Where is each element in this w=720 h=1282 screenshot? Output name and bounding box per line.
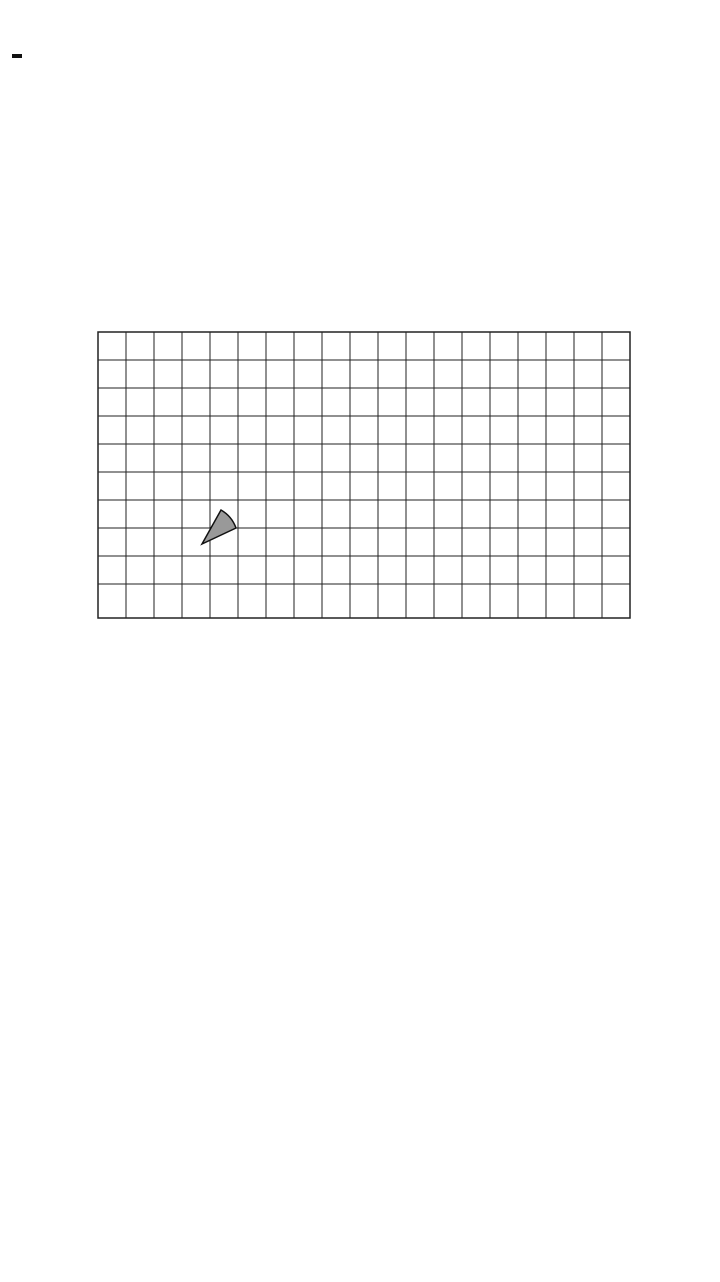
figure-1-grid	[98, 332, 630, 618]
angle-a-marker	[202, 510, 236, 544]
part-a-text	[12, 34, 714, 67]
problem-number	[12, 54, 22, 58]
figure-1	[0, 320, 720, 620]
